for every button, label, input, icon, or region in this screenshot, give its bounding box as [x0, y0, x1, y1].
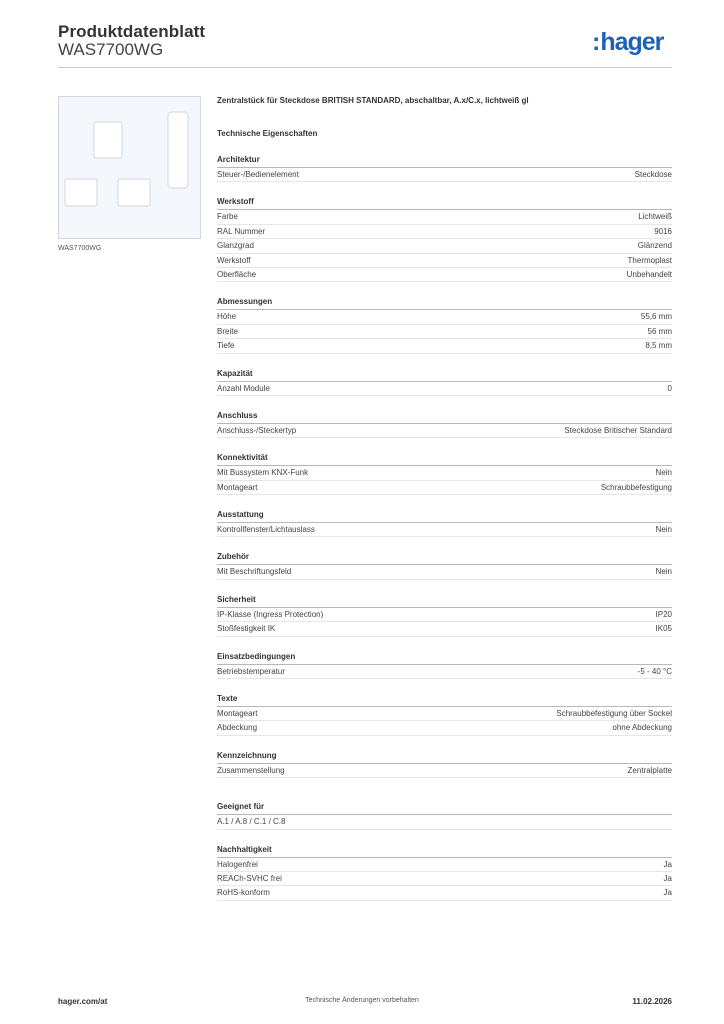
spec-value: ohne Abdeckung: [612, 723, 672, 733]
spec-label: Stoßfestigkeit IK: [217, 624, 276, 634]
specifications: [217, 96, 672, 901]
spec-row: [217, 466, 672, 480]
spec-value: Steckdose: [634, 170, 672, 179]
product-image: [58, 96, 201, 239]
header-divider: [58, 67, 672, 68]
section-title: Kennzeichnung: [217, 751, 672, 764]
spec-row: [217, 239, 672, 253]
spec-section: [217, 453, 672, 495]
spec-label: Mit Bussystem KNX-Funk: [217, 468, 309, 478]
spec-row: [217, 565, 672, 579]
spec-row: [217, 764, 672, 778]
spec-label: Anzahl Module: [217, 383, 270, 393]
spec-sections: [217, 155, 672, 901]
spec-row: [217, 210, 672, 224]
spec-row: [217, 872, 672, 886]
spec-label: Tiefe: [217, 341, 235, 351]
spec-value: Glänzend: [637, 241, 672, 251]
section-title: Architektur: [217, 155, 672, 168]
spec-label: Betriebstemperatur: [217, 666, 286, 676]
spec-value: Ja: [663, 873, 672, 883]
spec-value: 8,5 mm: [645, 341, 672, 351]
spec-section: [217, 297, 672, 353]
technical-properties-heading: Technische Eigenschaften: [217, 129, 318, 138]
spec-value: Nein: [655, 525, 672, 535]
spec-value: 0: [667, 383, 672, 393]
spec-value: Nein: [655, 468, 672, 478]
spec-row: [217, 707, 672, 721]
section-title: Nachhaltigkeit: [217, 845, 672, 858]
spec-row: [217, 886, 672, 900]
spec-section: [217, 652, 672, 679]
spec-value: Ja: [663, 888, 672, 898]
spec-row: [217, 268, 672, 282]
spec-value: Schraubbefestigung über Sockel: [556, 709, 672, 719]
spec-value: 55,6 mm: [640, 312, 672, 322]
spec-row: [217, 858, 672, 872]
footer-website: hager.com/at: [58, 997, 108, 1006]
spec-section: [217, 694, 672, 736]
section-title: Kapazität: [217, 369, 672, 382]
hager-logo: :hager: [592, 28, 664, 56]
spec-label: REACh-SVHC frei: [217, 873, 282, 883]
section-title: Sicherheit: [217, 595, 672, 608]
spec-label: Kontrollfenster/Lichtauslass: [217, 525, 315, 535]
spec-row: [217, 815, 672, 829]
spec-label: RAL Nummer: [217, 226, 266, 236]
spec-row: [217, 622, 672, 636]
spec-section: [217, 802, 672, 829]
spec-label: Höhe: [217, 312, 237, 322]
spec-section: [217, 155, 672, 182]
section-title: Texte: [217, 694, 672, 707]
spec-section: [217, 510, 672, 537]
spec-label: IP-Klasse (Ingress Protection): [217, 609, 324, 619]
spec-row: [217, 424, 672, 438]
spec-section: [217, 369, 672, 396]
section-title: Werkstoff: [217, 197, 672, 210]
spec-label: Montageart: [217, 709, 258, 719]
spec-value: Nein: [655, 567, 672, 577]
spec-value: IK05: [655, 624, 672, 634]
spec-value: Ja: [663, 859, 672, 869]
section-title: Konnektivität: [217, 453, 672, 466]
spec-label: Montageart: [217, 482, 258, 492]
spec-section: [217, 845, 672, 901]
spec-row: [217, 665, 672, 679]
spec-label: Glanzgrad: [217, 241, 254, 251]
spec-row: [217, 481, 672, 495]
spec-row: [217, 608, 672, 622]
spec-value: Thermoplast: [627, 255, 672, 265]
spec-row: [217, 310, 672, 324]
spec-section: [217, 197, 672, 282]
spec-label: Oberfläche: [217, 269, 257, 279]
spec-value: Steckdose Britischer Standard: [564, 425, 672, 435]
document-title: Produktdatenblatt: [58, 22, 206, 41]
spec-label: Abdeckung: [217, 723, 258, 733]
product-code: WAS7700WG: [58, 40, 164, 59]
spec-value: Unbehandelt: [626, 269, 672, 279]
spec-row: [217, 382, 672, 396]
spec-row: [217, 225, 672, 239]
spec-row: [217, 325, 672, 339]
image-caption: WAS7700WG: [58, 245, 102, 252]
spec-label: Werkstoff: [217, 255, 251, 265]
socket-illustration: [59, 97, 200, 238]
spec-value: Schraubbefestigung: [600, 482, 672, 492]
section-title: Einsatzbedingungen: [217, 652, 672, 665]
section-title: Abmessungen: [217, 297, 672, 310]
spec-value: IP20: [655, 609, 672, 619]
spec-value: Zentralplatte: [627, 765, 672, 775]
product-description: Zentralstück für Steckdose BRITISH STANDARD, abschaltbar, A.x/C.x, lichtweiß gl: [217, 96, 529, 105]
section-title: Geeignet für: [217, 802, 672, 815]
spec-label: RoHS-konform: [217, 888, 270, 898]
spec-row: [217, 523, 672, 537]
spec-label: Steuer-/Bedienelement: [217, 170, 299, 179]
section-title: Anschluss: [217, 411, 672, 424]
spec-value: 9016: [654, 226, 672, 236]
spec-section: [217, 751, 672, 778]
spec-row: [217, 168, 672, 182]
spec-row: [217, 721, 672, 735]
spec-label: Mit Beschriftungsfeld: [217, 567, 292, 577]
footer-date: 11.02.2026: [632, 997, 672, 1006]
spec-label: Breite: [217, 326, 238, 336]
spec-label: Halogenfrei: [217, 859, 258, 869]
spec-section: [217, 595, 672, 637]
spec-value: Lichtweiß: [638, 212, 672, 222]
spec-value: 56 mm: [647, 326, 672, 336]
spec-section: [217, 411, 672, 438]
spec-row: [217, 339, 672, 353]
section-title: Zubehör: [217, 552, 672, 565]
spec-label: A.1 / A.8 / C.1 / C.8: [217, 817, 286, 827]
footer-notice: Technische Änderungen vorbehalten: [305, 997, 419, 1004]
spec-label: Anschluss-/Steckertyp: [217, 425, 297, 435]
section-title: Ausstattung: [217, 510, 672, 523]
spec-label: Farbe: [217, 212, 238, 222]
spec-value: -5 - 40 °C: [637, 666, 672, 676]
spec-label: Zusammenstellung: [217, 765, 285, 775]
spec-section: [217, 552, 672, 579]
spec-row: [217, 254, 672, 268]
